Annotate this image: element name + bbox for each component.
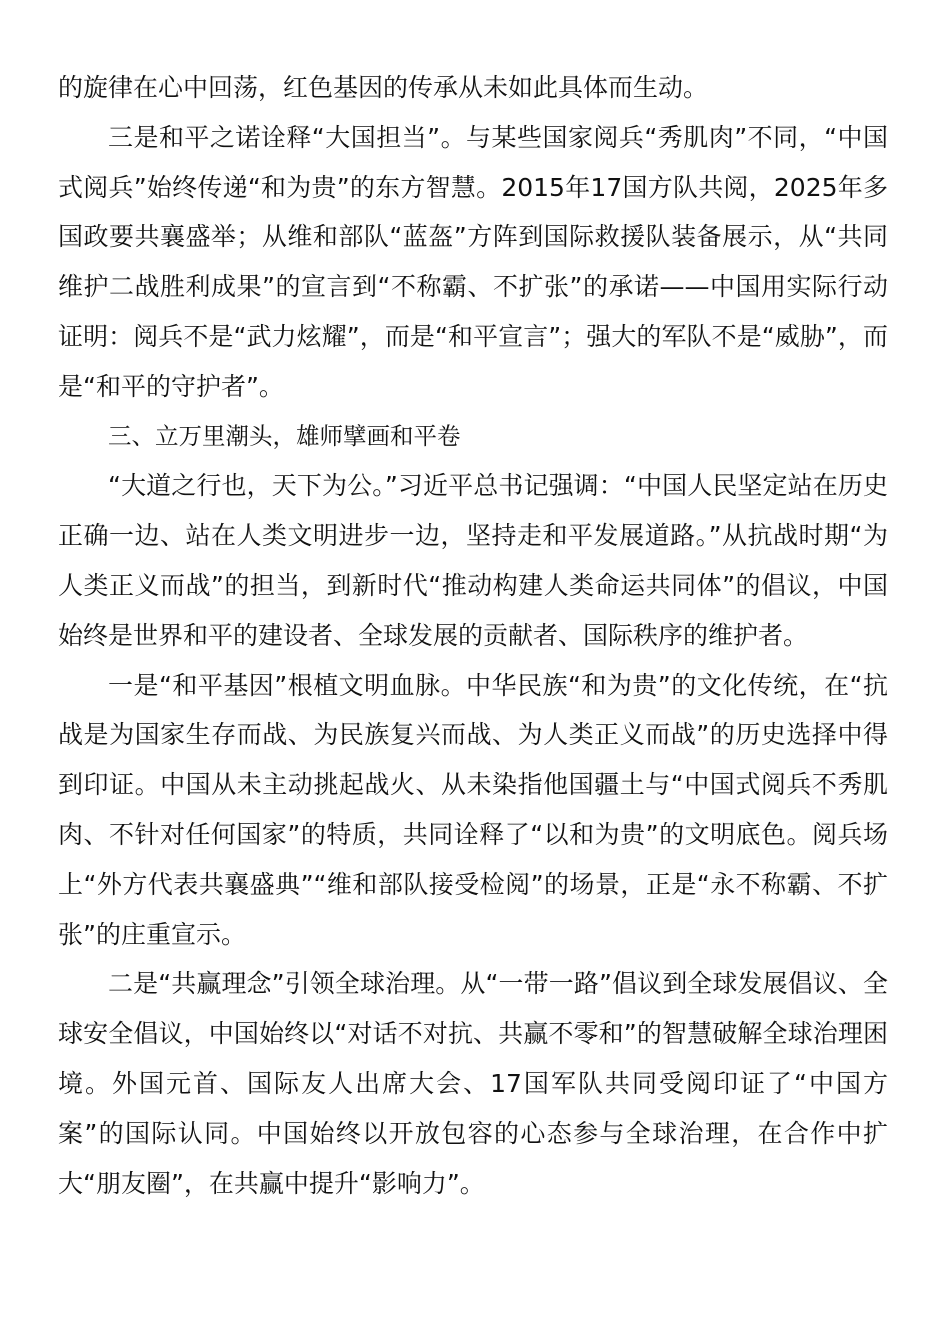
paragraph-peace-promise: 三是和平之诺诠释“大国担当”。与某些国家阅兵“秀肌肉”不同，“中国式阅兵”始终传递“和为贵”的东方智慧。2015年17国方队共阅，2025年多国政要共襄盛举；从维和部队“蓝盔”方阵到国际救援队装备展示，从“共同维护二战胜利成果”的宣言到“不称霸、不扩张”的承诺——中国用实际行动证明：阅兵不是“武力炫耀”，而是“和平宣言”；强大的军队不是“威胁”，而是“和平的守护者”。 [58, 122, 888, 401]
paragraph-peace-gene: 一是“和平基因”根植文明血脉。中华民族“和为贵”的文化传统，在“抗战是为国家生存而战、为民族复兴而战、为人类正义而战”的历史选择中得到印证。中国从未主动挑起战火、从未染指他国疆土与“中国式阅兵不秀肌肉、不针对任何国家”的特质，共同诠释了“以和为贵”的文明底色。阅兵场上“外方代表共襄盛典”“维和部队接受检阅”的场景，正是“永不称霸、不扩张”的庄重宣示。 [58, 670, 888, 949]
document-body [58, 63, 888, 1208]
paragraph-win-win: 二是“共赢理念”引领全球治理。从“一带一路”倡议到全球发展倡议、全球安全倡议，中国始终以“对话不对抗、共赢不零和”的智慧破解全球治理困境。外国元首、国际友人出席大会、17国军队共同受阅印证了“中国方案”的国际认同。中国始终以开放包容的心态参与全球治理，在合作中扩大“朋友圈”，在共赢中提升“影响力”。 [58, 969, 888, 1198]
paragraph-continuation: 的旋律在心中回荡，红色基因的传承从未如此具体而生动。 [58, 73, 709, 102]
section-heading: 三、立万里潮头，雄师擘画和平卷 [108, 421, 461, 450]
paragraph-great-way: “大道之行也，天下为公。”习近平总书记强调：“中国人民坚定站在历史正确一边、站在人类文明进步一边，坚持走和平发展道路。”从抗战时期“为人类正义而战”的担当，到新时代“推动构建人类命运共同体”的倡议，中国始终是世界和平的建设者、全球发展的贡献者、国际秩序的维护者。 [58, 471, 888, 650]
